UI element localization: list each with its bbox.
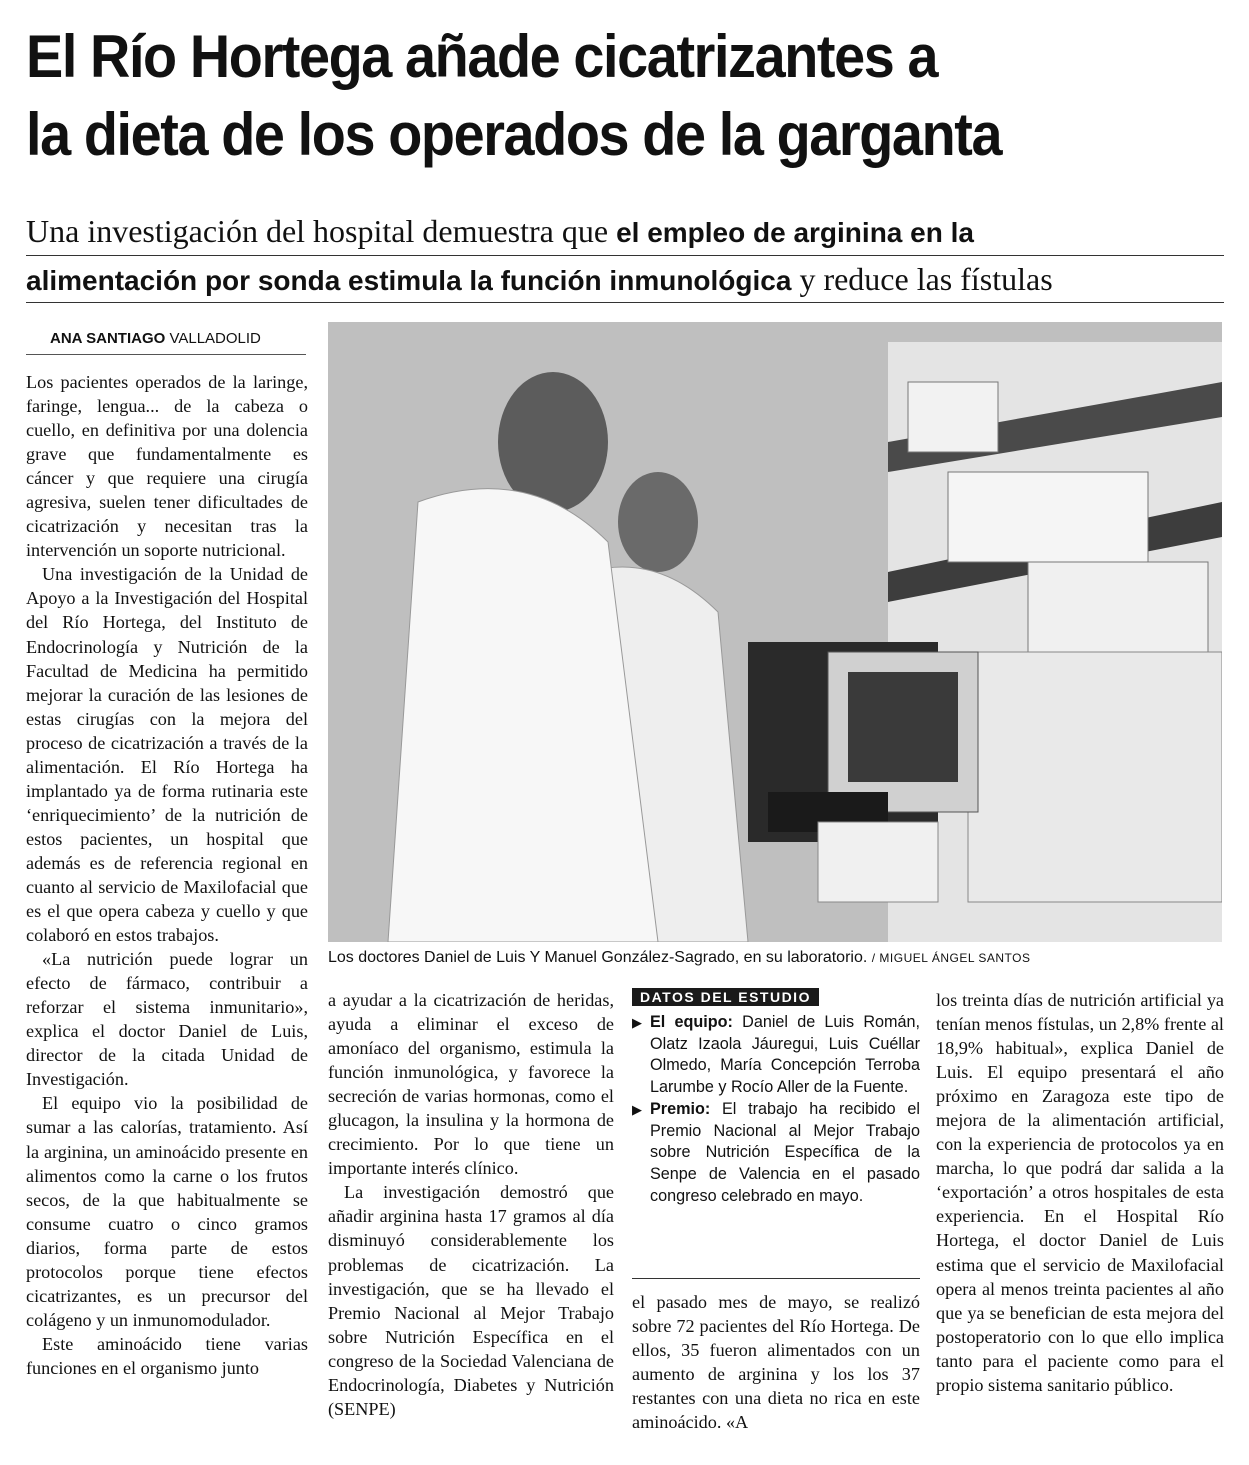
byline-place: VALLADOLID	[169, 330, 261, 347]
article-column-2	[328, 988, 614, 1421]
study-data-box	[632, 988, 920, 1207]
subhead-part-2: y reduce las fístulas	[791, 261, 1053, 297]
headline-line-2: la dieta de los operados de la garganta	[26, 101, 1002, 168]
subhead-part-1: Una investigación del hospital demuestra que	[26, 213, 617, 249]
article-photo	[328, 322, 1222, 942]
article-column-1	[26, 370, 308, 1380]
headline	[26, 18, 1142, 174]
paragraph: los treinta días de nutrición artificial ya tenían menos fístulas, un 2,8% frente al 18,9% habitual», explica Daniel de Luis. El equipo presentará el año próximo en Zaragoza este tipo de mejora de la alimentación artificial, con la experiencia de protocolos ya en marcha, lo que podrá dar salida a la ‘exportación’ a otros hospitales de esta experiencia. En el Hospital Río Hortega, el doctor Daniel de Luis estima que el servicio de Maxilofacial opera al menos treinta pacientes al año que ya se benefician de esta mejora del postoperatorio con lo que ello implica tanto para el paciente como para el propio sistema sanitario público.	[936, 990, 1224, 1395]
arrow-right-icon: ▶	[632, 1015, 642, 1030]
paragraph: La investigación demostró que añadir arginina hasta 17 gramos al día disminuyó considerablemente los problemas de cicatrización. La investigación, que se ha llevado el Premio Nacional al Mejor Trabajo sobre Nutrición Específica en el congreso de la Sociedad Valenciana de Endocrinología, Diabetes y Nutrición (SENPE)	[328, 1182, 614, 1419]
paragraph: Una investigación de la Unidad de Apoyo a la Investigación del Hospital del Río Hortega, del Instituto de Endocrinología y Nutrición de la Facultad de Medicina ha permitido mejorar la curación de las lesiones de estas cirugías con la mejora del proceso de cicatrización a través de la alimentación. El Río Hortega ha implantado ya de forma rutinaria este ‘enriquecimiento’ de la nutrición de estos pacientes, un hospital que además es de referencia regional en cuanto al servicio de Maxilofacial que es el que opera cabeza y cuello y que colaboró en estos trabajos.	[26, 564, 308, 946]
paragraph: El equipo vio la posibilidad de sumar a las calorías, tratamiento. Así la arginina, un aminoácido presente en alimentos como la carne o los frutos secos, de la que habitualmente se consume cuatro o cinco gramos diarios, forma parte de estos protocolos porque tiene efectos cicatrizantes, es un precursor del colágeno y un inmunomodulador.	[26, 1093, 308, 1330]
box-item-team	[632, 1012, 920, 1099]
byline-author: ANA SANTIAGO	[50, 330, 166, 347]
item-text: Daniel de Luis Román, Olatz Izaola Jáuregui, Luis Cuéllar Olmedo, María Concepción Terroba Larumbe y Rocío Aller de la Fuente.	[650, 1013, 920, 1097]
byline	[50, 330, 261, 347]
box-title: DATOS DEL ESTUDIO	[632, 988, 819, 1006]
box-item-award	[632, 1099, 920, 1208]
paragraph: «La nutrición puede lograr un efecto de fármaco, contribuir a reforzar el sistema inmunitario», explica el doctor Daniel de Luis, director de la citada Unidad de Investigación.	[26, 949, 308, 1090]
subhead-bold-2: alimentación por sonda estimula la función inmunológica	[26, 265, 792, 296]
box-bottom-rule	[632, 1278, 920, 1279]
item-label: El equipo:	[650, 1013, 733, 1031]
paragraph: a ayudar a la cicatrización de heridas, ayuda a eliminar el exceso de amoníaco del organismo, estimula la función inmunológica, y favorece la secreción de varias hormonas, como el glucagon, la insulina y la hormona de crecimiento. Por lo que tiene un importante interés clínico.	[328, 990, 614, 1179]
paragraph: Los pacientes operados de la laringe, faringe, lengua... de la cabeza o cuello, en definitiva por una dolencia grave que fundamentalmente es cáncer y que requiere una cirugía agresiva, suelen tener dificultades de cicatrización y necesitan tras la intervención un soporte nutricional.	[26, 372, 308, 561]
photo-credit: / MIGUEL ÁNGEL SANTOS	[871, 951, 1031, 965]
subheadline	[26, 208, 1226, 304]
headline-line-1: El Río Hortega añade cicatrizantes a	[26, 23, 938, 90]
item-text: El trabajo ha recibido el Premio Nacional al Mejor Trabajo sobre Nutrición Específica de la Senpe de Valencia en el pasado congreso celebrado en mayo.	[650, 1099, 920, 1205]
box-body	[632, 1012, 920, 1207]
paragraph: Este aminoácido tiene varias funciones en el organismo junto	[26, 1333, 308, 1378]
arrow-right-icon: ▶	[632, 1101, 642, 1117]
lab-photo-illustration	[328, 322, 1222, 942]
caption-text: Los doctores Daniel de Luis Y Manuel González-Sagrado, en su laboratorio.	[328, 949, 868, 966]
photo-caption	[328, 948, 1222, 968]
subhead-bold-1: el empleo de arginina en la	[616, 217, 974, 248]
item-label: Premio:	[650, 1099, 711, 1118]
paragraph: el pasado mes de mayo, se realizó sobre 72 pacientes del Río Hortega. De ellos, 35 fueron alimentados con un aumento de arginina y los los 37 restantes con una dieta no rica en este aminoácido. «A	[632, 1292, 920, 1433]
article-column-4	[936, 988, 1224, 1397]
byline-rule	[26, 354, 306, 355]
article-column-3	[632, 1290, 920, 1434]
